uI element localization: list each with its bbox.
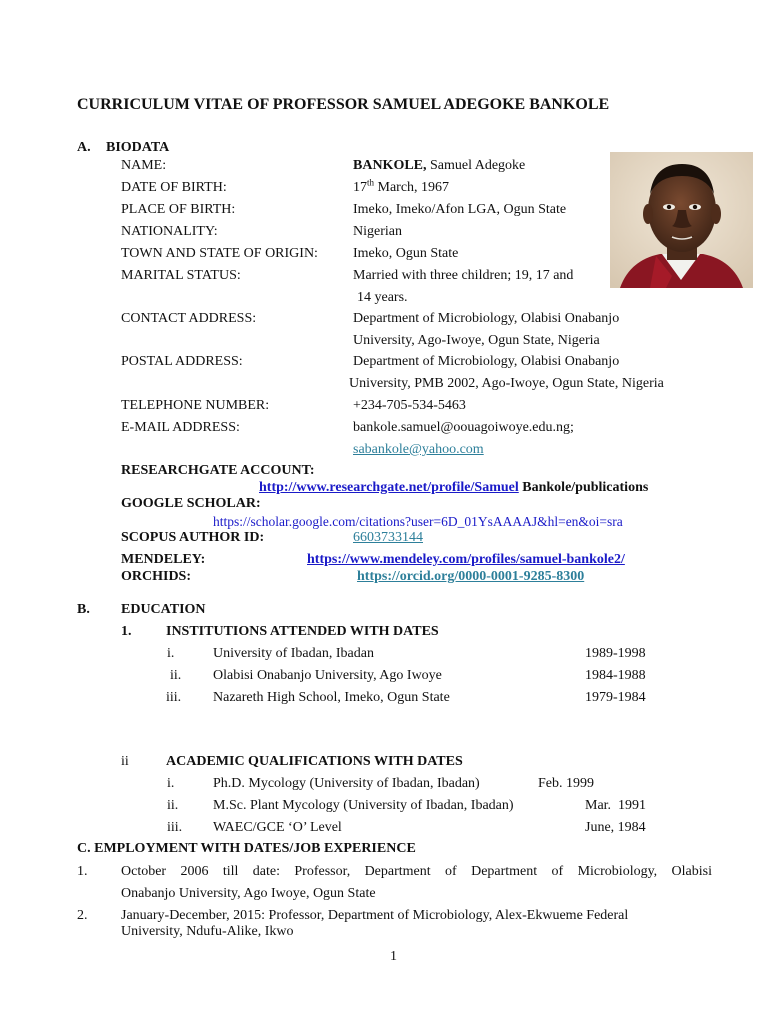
email-link-yahoo[interactable]: sabankole@yahoo.com <box>353 442 484 457</box>
employment-entry-line2: University, Ndufu-Alike, Ikwo <box>121 924 294 939</box>
section-heading-employment: C. EMPLOYMENT WITH DATES/JOB EXPERIENCE <box>77 841 416 856</box>
label-contact: CONTACT ADDRESS: <box>121 311 257 326</box>
value-surname: BANKOLE, <box>353 158 427 173</box>
institution-name: Olabisi Onabanjo University, Ago Iwoye <box>213 668 442 683</box>
value-name <box>353 158 525 174</box>
value-marital-line2: 14 years. <box>357 290 408 305</box>
institution-name: Nazareth High School, Imeko, Ogun State <box>213 690 450 705</box>
label-email: E-MAIL ADDRESS: <box>121 420 240 435</box>
researchgate-line <box>259 480 648 496</box>
value-pob: Imeko, Imeko/Afon LGA, Ogun State <box>353 202 567 217</box>
label-google-scholar: GOOGLE SCHOLAR: <box>121 496 261 511</box>
qualification-date: Mar. 1991 <box>585 798 647 813</box>
list-item-number: i. <box>167 776 175 791</box>
qualification-date: Feb. 1999 <box>538 776 594 791</box>
list-item-number: iii. <box>167 820 183 835</box>
section-heading-biodata: BIODATA <box>106 140 170 155</box>
value-origin: Imeko, Ogun State <box>353 246 459 261</box>
label-phone: TELEPHONE NUMBER: <box>121 398 270 413</box>
page-number: 1 <box>390 949 397 964</box>
employment-entry-line1: October 2006 till date: Professor, Department of Department of Microbiology, Olabisi <box>121 864 712 879</box>
list-item-number: ii. <box>167 798 179 813</box>
researchgate-path-rest: Bankole/publications <box>522 480 649 495</box>
qualification-name: Ph.D. Mycology (University of Ibadan, Ibadan) <box>213 776 480 791</box>
researchgate-link[interactable]: http://www.researchgate.net/profile/Samuel <box>259 480 519 495</box>
orcid-link[interactable]: https://orcid.org/0000-0001-9285-8300 <box>357 569 585 584</box>
portrait-photo <box>610 152 753 288</box>
label-scopus: SCOPUS AUTHOR ID: <box>121 530 265 545</box>
label-researchgate: RESEARCHGATE ACCOUNT: <box>121 463 315 478</box>
value-nationality: Nigerian <box>353 224 402 239</box>
mendeley-link[interactable]: https://www.mendeley.com/profiles/samuel-bankole2/ <box>307 552 625 567</box>
employment-entry-line2: Onabanjo University, Ago Iwoye, Ogun State <box>121 886 376 901</box>
institution-dates: 1984-1988 <box>585 668 646 683</box>
label-origin: TOWN AND STATE OF ORIGIN: <box>121 246 318 261</box>
list-item-number: 1. <box>77 864 88 879</box>
list-item-number: iii. <box>166 690 182 705</box>
value-contact-line1: Department of Microbiology, Olabisi Onabanjo <box>353 311 620 326</box>
label-name: NAME: <box>121 158 167 173</box>
label-nationality: NATIONALITY: <box>121 224 218 239</box>
label-postal: POSTAL ADDRESS: <box>121 354 243 369</box>
value-email-1: bankole.samuel@oouagoiwoye.edu.ng; <box>353 420 574 435</box>
institution-dates: 1979-1984 <box>585 690 646 705</box>
value-contact-line2: University, Ago-Iwoye, Ogun State, Nigeria <box>353 333 600 348</box>
google-scholar-link[interactable]: https://scholar.google.com/citations?user=6D_01YsAAAAJ&hl=en&oi=sra <box>213 514 623 529</box>
list-item-number: i. <box>167 646 175 661</box>
subsection-heading-qualifications: ACADEMIC QUALIFICATIONS WITH DATES <box>166 754 463 769</box>
value-given-names: Samuel Adegoke <box>430 158 526 173</box>
subsection-number-1: 1. <box>121 624 132 639</box>
value-dob-suffix: th <box>367 177 375 188</box>
value-phone: +234-705-534-5463 <box>353 398 466 413</box>
qualification-name: M.Sc. Plant Mycology (University of Ibadan, Ibadan) <box>213 798 514 813</box>
label-dob: DATE OF BIRTH: <box>121 180 227 195</box>
list-item-number: 2. <box>77 908 88 923</box>
employment-entry-line1: January-December, 2015: Professor, Department of Microbiology, Alex-Ekwueme Federal <box>121 908 629 923</box>
value-dob-rest: March, 1967 <box>377 180 450 195</box>
cv-title: CURRICULUM VITAE OF PROFESSOR SAMUEL ADEGOKE BANKOLE <box>77 96 610 113</box>
subsection-heading-institutions: INSTITUTIONS ATTENDED WITH DATES <box>166 624 439 639</box>
value-dob <box>353 177 450 196</box>
institution-name: University of Ibadan, Ibadan <box>213 646 374 661</box>
scopus-id-link[interactable]: 6603733144 <box>353 530 423 545</box>
section-heading-education: EDUCATION <box>121 602 206 617</box>
label-orchids: ORCHIDS: <box>121 569 192 584</box>
label-pob: PLACE OF BIRTH: <box>121 202 236 217</box>
value-dob-day: 17 <box>353 180 367 195</box>
section-letter-a: A. <box>77 140 91 155</box>
qualification-date: June, 1984 <box>585 820 646 835</box>
section-letter-b: B. <box>77 602 90 617</box>
subsection-number-ii: ii <box>121 754 129 769</box>
label-mendeley: MENDELEY: <box>121 552 206 567</box>
value-postal-line2: University, PMB 2002, Ago-Iwoye, Ogun State, Nigeria <box>349 376 664 391</box>
label-marital: MARITAL STATUS: <box>121 268 241 283</box>
value-marital-line1: Married with three children; 19, 17 and <box>353 268 574 283</box>
qualification-name: WAEC/GCE ‘O’ Level <box>213 820 342 835</box>
value-postal-line1: Department of Microbiology, Olabisi Onabanjo <box>353 354 620 369</box>
institution-dates: 1989-1998 <box>585 646 646 661</box>
list-item-number: ii. <box>170 668 182 683</box>
